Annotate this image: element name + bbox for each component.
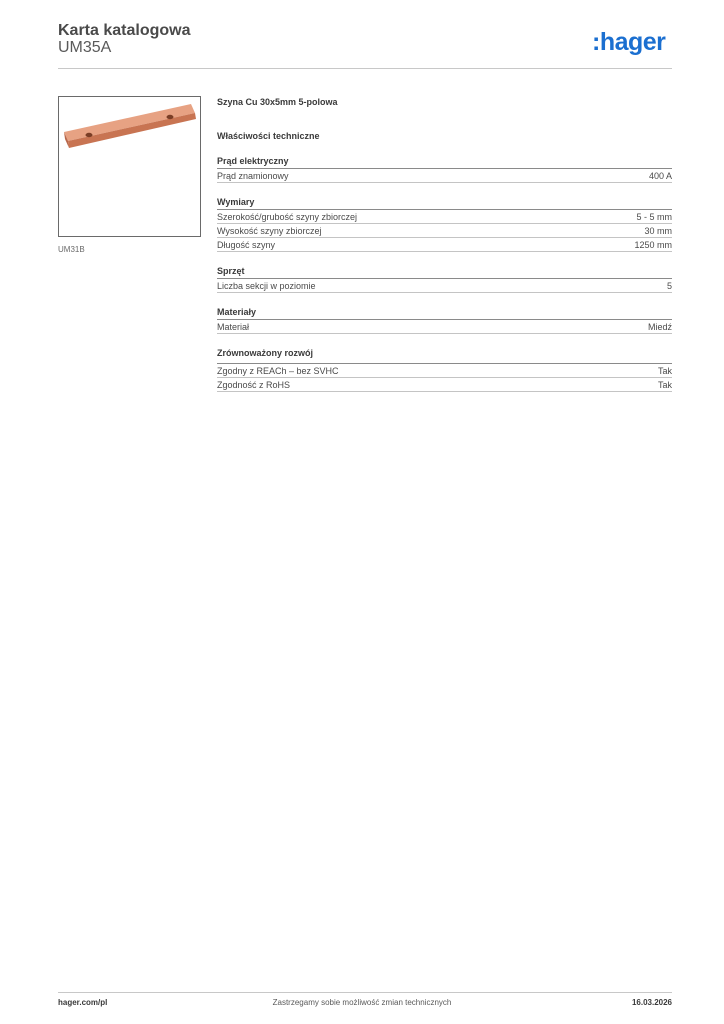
spec-group-hardware [217,265,672,293]
logo-text: hager [599,28,666,56]
spec-row [217,378,672,392]
spec-group-materials [217,306,672,334]
spec-row [217,238,672,252]
spec-label: Materiał [217,322,250,332]
logo-mark-icon: : [592,28,600,56]
spec-value: 1250 mm [634,240,672,250]
group-title: Sprzęt [217,265,672,279]
spec-row [217,210,672,224]
spec-value: 5 [666,281,672,291]
spec-row [217,169,672,183]
spec-row [217,279,672,293]
product-image [58,96,201,237]
page-title: Karta katalogowa [58,22,191,39]
spec-row [217,224,672,238]
spec-label: Wysokość szyny zbiorczej [217,226,322,236]
image-caption: UM31B [58,245,85,254]
product-code: UM35A [58,39,112,56]
spec-row [217,320,672,334]
spec-label: Szerokość/grubość szyny zbiorczej [217,212,358,222]
footer-disclaimer: Zastrzegamy sobie możliwość zmian technicznych [272,998,452,1007]
spec-group-electric [217,155,672,183]
spec-value: Tak [657,380,672,390]
spec-label: Prąd znamionowy [217,171,289,181]
spec-value: Miedź [647,322,672,332]
spec-group-dimensions [217,196,672,252]
footer-divider [58,992,672,993]
spec-group-sustainability [217,347,672,392]
hager-logo [592,28,665,57]
spec-label: Długość szyny [217,240,276,250]
spec-value: 400 A [648,171,672,181]
spec-value: 5 - 5 mm [636,212,672,222]
spec-label: Zgodny z REACh – bez SVHC [217,366,339,376]
group-title: Prąd elektryczny [217,155,672,169]
spec-sheet [217,96,672,392]
copper-busbar-icon [59,97,200,236]
group-title: Wymiary [217,196,672,210]
specs-heading: Właściwości techniczne [217,131,320,141]
header-divider [58,68,672,69]
footer-date: 16.03.2026 [631,998,672,1007]
product-name: Szyna Cu 30x5mm 5-polowa [217,97,338,107]
group-title: Zrównoważony rozwój [217,347,672,364]
group-title: Materiały [217,306,672,320]
footer-website-link[interactable]: hager.com/pl [58,998,108,1007]
spec-label: Zgodność z RoHS [217,380,291,390]
spec-row [217,364,672,378]
spec-label: Liczba sekcji w poziomie [217,281,316,291]
spec-value: 30 mm [644,226,672,236]
spec-value: Tak [657,366,672,376]
